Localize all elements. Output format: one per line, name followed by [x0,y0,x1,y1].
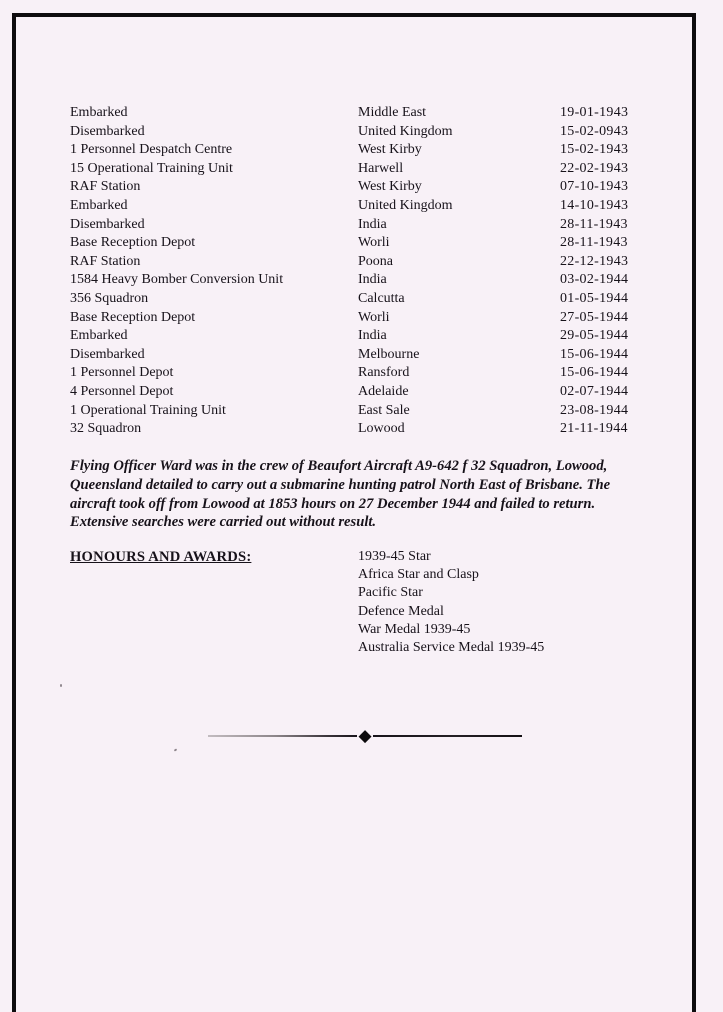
cell-location: United Kingdom [358,197,453,213]
cell-unit: Embarked [70,328,128,344]
cell-date: 29-05-1944 [560,328,629,344]
cell-unit: 4 Personnel Depot [70,383,174,399]
diamond-icon: ◆ [358,726,372,746]
scan-speck [60,684,62,687]
cell-location: Adelaide [358,383,409,399]
table-row [70,309,650,328]
cell-unit: 1584 Heavy Bomber Conversion Unit [70,272,284,288]
cell-location: India [358,216,387,232]
cell-location: India [358,272,387,288]
table-row [70,234,650,253]
award-item: Defence Medal [358,603,444,619]
cell-date: 15-06-1944 [560,365,629,381]
cell-unit: Embarked [70,105,128,120]
cell-date: 15-06-1944 [560,346,629,362]
cell-location: Middle East [358,105,427,120]
table-row [70,420,650,439]
awards-list [358,548,544,657]
cell-unit: RAF Station [70,179,141,195]
table-row [70,104,650,123]
award-item: 1939-45 Star [358,549,431,564]
honours-heading: HONOURS AND AWARDS: [70,549,252,565]
table-row [70,178,650,197]
cell-date: 07-10-1943 [560,179,629,195]
section-divider [208,726,522,746]
table-row [70,160,650,179]
cell-location: West Kirby [358,142,422,158]
casualty-paragraph-line: Flying Officer Ward was in the crew of Beaufort Aircraft A9-642 f 32 Squadron, Lowood, [70,458,608,474]
cell-date: 15-02-1943 [560,142,629,158]
cell-location: Calcutta [358,290,405,306]
cell-unit: Embarked [70,197,128,213]
cell-unit: Disembarked [70,123,145,139]
cell-location: United Kingdom [358,123,453,139]
table-row [70,271,650,290]
table-row [70,253,650,272]
cell-date: 19-01-1943 [560,105,629,120]
cell-date: 14-10-1943 [560,197,629,213]
service-record-table [70,104,650,439]
cell-date: 28-11-1943 [560,216,628,232]
cell-location: Worli [358,309,390,325]
cell-unit: Disembarked [70,216,145,232]
table-row [70,123,650,142]
table-row [70,383,650,402]
casualty-paragraph [70,457,680,532]
cell-date: 01-05-1944 [560,290,629,306]
divider-line-left [208,735,357,737]
cell-location: India [358,328,387,344]
table-row [70,216,650,235]
cell-date: 03-02-1944 [560,272,629,288]
cell-unit: 15 Operational Training Unit [70,160,233,176]
cell-unit: 32 Squadron [70,421,142,437]
cell-unit: Base Reception Depot [70,309,196,325]
cell-date: 22-02-1943 [560,160,629,176]
award-item: Pacific Star [358,585,423,601]
table-row [70,402,650,421]
casualty-paragraph-line: Extensive searches were carried out without result. [70,514,377,531]
cell-unit: 1 Personnel Depot [70,365,174,381]
cell-unit: RAF Station [70,253,141,269]
casualty-paragraph-line: Queensland detailed to carry out a submarine hunting patrol North East of Brisbane. The [70,476,611,493]
table-row [70,346,650,365]
cell-unit: Base Reception Depot [70,235,196,251]
cell-unit: 356 Squadron [70,290,149,306]
cell-location: Lowood [358,421,405,437]
award-item: War Medal 1939-45 [358,621,471,637]
cell-unit: Disembarked [70,346,145,362]
cell-location: Melbourne [358,346,420,362]
cell-date: 02-07-1944 [560,383,629,399]
cell-unit: 1 Personnel Despatch Centre [70,142,233,158]
award-item: Africa Star and Clasp [358,567,479,583]
table-row [70,364,650,383]
cell-date: 22-12-1943 [560,253,629,269]
table-row [70,197,650,216]
divider-line-right [373,735,522,737]
cell-date: 28-11-1943 [560,235,628,251]
cell-date: 23-08-1944 [560,402,629,418]
cell-location: Poona [358,253,393,269]
cell-location: West Kirby [358,179,422,195]
casualty-paragraph-line: aircraft took off from Lowood at 1853 hours on 27 December 1944 and failed to return. [70,495,596,512]
cell-date: 27-05-1944 [560,309,629,325]
cell-location: Ransford [358,365,410,381]
cell-location: Harwell [358,160,404,176]
cell-location: Worli [358,235,390,251]
table-row [70,141,650,160]
table-row [70,290,650,309]
cell-date: 15-02-0943 [560,123,629,139]
cell-location: East Sale [358,402,410,418]
cell-unit: 1 Operational Training Unit [70,402,226,418]
cell-date: 21-11-1944 [560,421,628,437]
table-row [70,327,650,346]
award-item: Australia Service Medal 1939-45 [358,640,545,656]
